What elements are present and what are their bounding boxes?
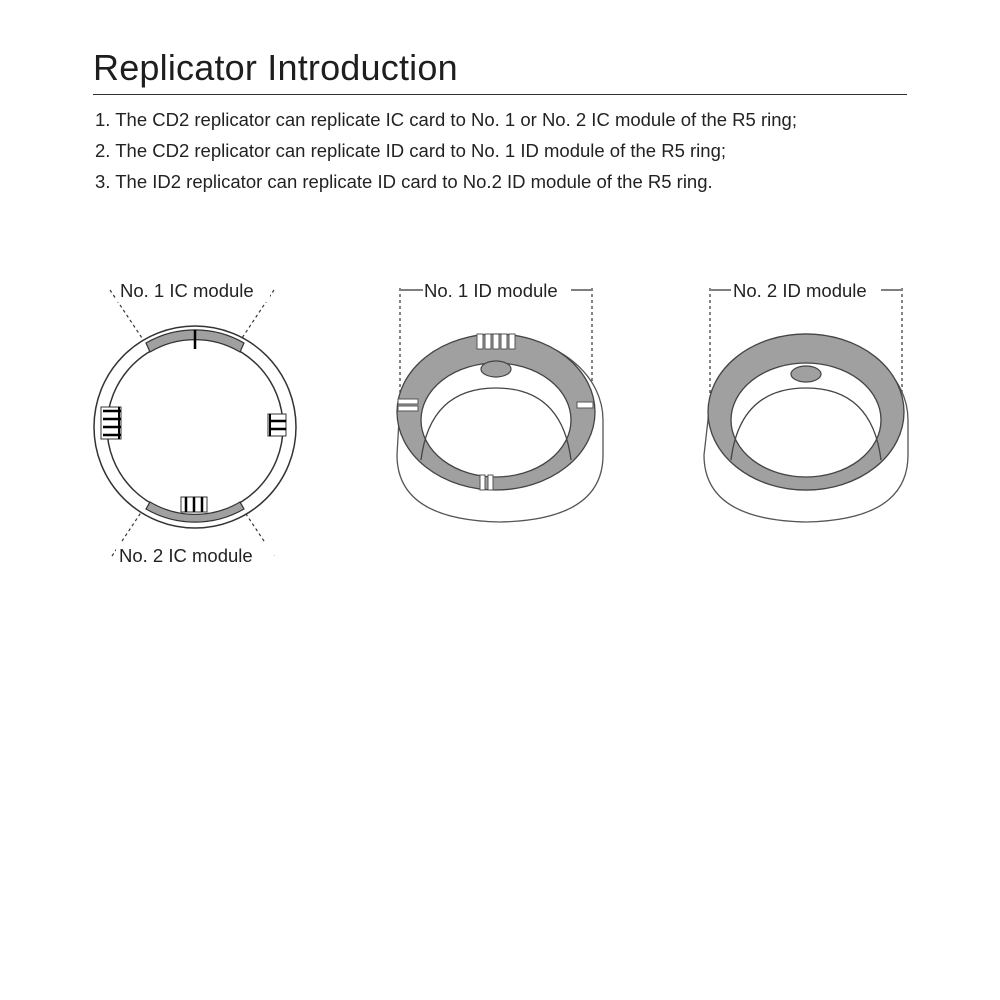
chip (481, 361, 511, 377)
chip (791, 366, 821, 382)
ic-module-1-label: No. 1 IC module (120, 280, 254, 301)
instruction-item: 2. The CD2 replicator can replicate ID card to No. 1 ID module of the R5 ring; (95, 140, 727, 161)
id-ring-2-diagram (704, 278, 908, 522)
instruction-item: 1. The CD2 replicator can replicate IC card to No. 1 or No. 2 IC module of the R5 ring; (95, 109, 797, 130)
ring-inner-edge (107, 339, 283, 515)
page-title: Replicator Introduction (93, 47, 458, 88)
id-module-1-label: No. 1 ID module (424, 280, 558, 301)
ic-ring-diagram (94, 278, 296, 567)
instruction-item: 3. The ID2 replicator can replicate ID card to No.2 ID module of the R5 ring. (95, 171, 713, 192)
id-module-2-label: No. 2 ID module (733, 280, 867, 301)
id-ring-1-diagram (397, 278, 603, 522)
ic-module-2-label: No. 2 IC module (119, 545, 253, 566)
